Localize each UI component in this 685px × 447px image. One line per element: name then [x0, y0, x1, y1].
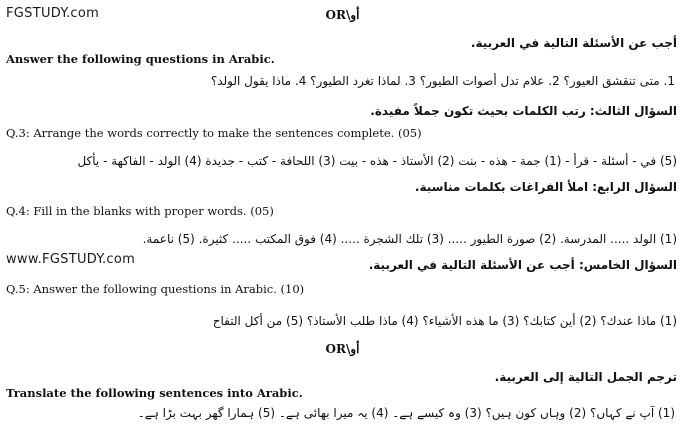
question-4-heading: Q.4: Fill in the blanks with proper words. (05) [6, 204, 274, 218]
section-4-heading-arabic: السؤال الرابع: املأ الفراغات بكلمات مناسبة. [414, 180, 677, 194]
question-1-items: 1. متى تنقشق العيور؟ 2. علام تدل أصوات الطيور؟ 3. لماذا تغرد الطيور؟ 4. ماذا يقول الولد؟ [210, 74, 675, 88]
translation-items: (1) آپ نے کہاں؟ (2) وہاں کون ہیں؟ (3) وہ کیسے ہے۔ (4) یہ میرا بھائی ہے۔ (5) ہمارا گھر بہت بڑا ہے۔ [137, 406, 675, 420]
question-5-items: (1) ماذا عندك؟ (2) أين كتابك؟ (3) ما هذه الأشياء؟ (4) ماذا طلب الأستاذ؟ (5) من أكل التفاح [212, 314, 677, 328]
or-heading-bottom: OR\أو [325, 342, 360, 356]
translate-heading-arabic: ترجم الجمل التالية إلى العربية. [494, 370, 677, 384]
question-3-heading: Q.3: Arrange the words correctly to make the sentences complete. (05) [6, 126, 422, 140]
question-3-items: (5) في - أسئلة - قرأ - (1) جمة - هذه - بنت (2) الأستاذ - هذه - بيت (3) اللحافة - كتب - جديدة (4) الولد - الفاكهة - يأكل [77, 154, 677, 168]
question-4-items: (1) الولد ..... المدرسة. (2) صورة الطيور ..... (3) تلك الشجرة ..... (4) فوق المكتب ..... كثيرة. (5) ناعمة. [142, 232, 677, 246]
english-instruction-1: Answer the following questions in Arabic. [6, 52, 275, 66]
watermark-middle: www.FGSTUDY.com [6, 252, 136, 267]
arabic-instruction-1: أجب عن الأسئلة التالية في العربية. [470, 36, 677, 50]
question-5-heading: Q.5: Answer the following questions in Arabic. (10) [6, 282, 305, 296]
translate-heading-english: Translate the following sentences into Arabic. [6, 386, 303, 400]
watermark-top: FGSTUDY.com [6, 6, 100, 21]
section-3-heading-arabic: السؤال الثالث: رتب الكلمات بحيث تكون جملاً مفيدة. [370, 104, 677, 118]
section-5-heading-arabic: السؤال الخامس: أجب عن الأسئلة التالية في العربية. [368, 258, 677, 272]
or-heading-top: OR\أو [325, 8, 360, 22]
